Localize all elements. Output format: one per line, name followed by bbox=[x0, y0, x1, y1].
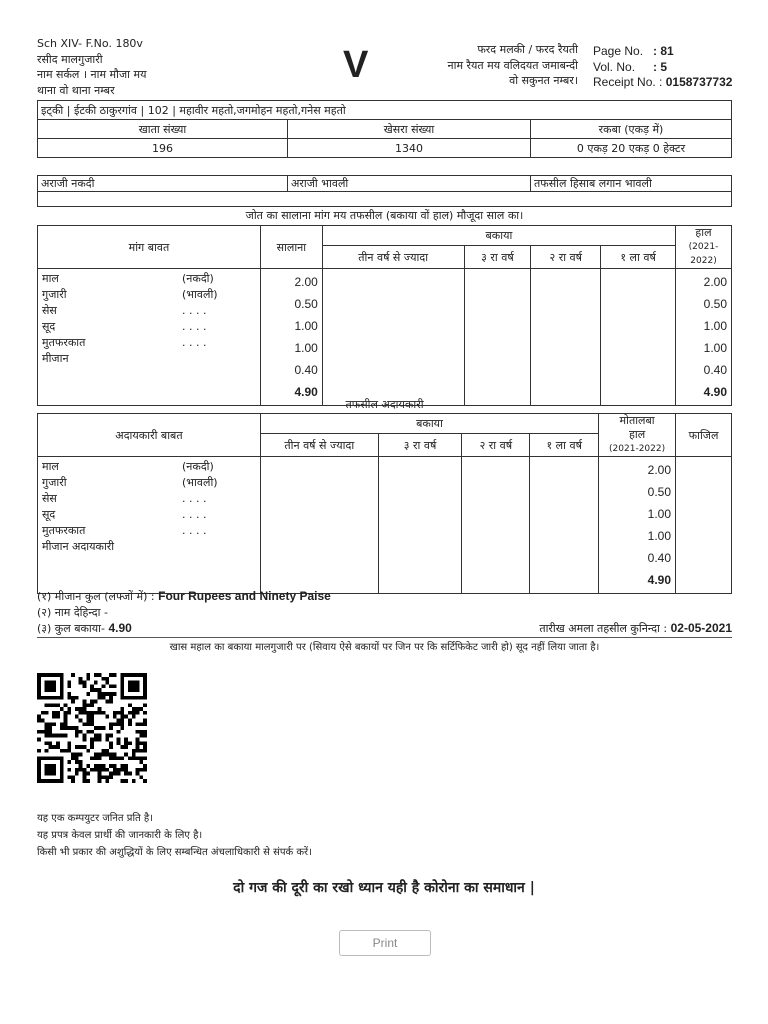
qr-code-icon bbox=[37, 673, 147, 783]
list-item: सेस . . . . bbox=[42, 304, 207, 317]
vol-no-value: : 5 bbox=[653, 59, 668, 74]
annual-value: 0.50 bbox=[294, 297, 318, 311]
demand-value: 2.00 bbox=[647, 463, 672, 477]
payment-demand-year: (2021-2022) bbox=[609, 444, 666, 454]
rakba-header: रकबा (एकड़ में) bbox=[531, 120, 732, 139]
annual-total: 4.90 bbox=[294, 385, 318, 399]
khesra-header: खेसरा संख्या bbox=[288, 120, 531, 139]
list-item: गुजारी (भावली) bbox=[42, 476, 218, 489]
annual-value: 2.00 bbox=[294, 275, 318, 289]
demand-annual-values bbox=[260, 269, 322, 406]
header-right-block bbox=[593, 44, 732, 91]
payment-excess-header: फाजिल bbox=[676, 414, 732, 457]
divider bbox=[37, 637, 732, 638]
current-value: 0.50 bbox=[703, 297, 727, 311]
note-line: यह एक कम्पयुटर जनित प्रति है। bbox=[37, 813, 154, 824]
demand-total: 4.90 bbox=[647, 573, 672, 587]
demand-arrears-header: बकाया bbox=[322, 226, 675, 246]
payment-demand-header bbox=[599, 414, 676, 457]
current-total: 4.90 bbox=[703, 385, 727, 399]
circle-mouza-label: नाम सर्कल । नाम मौजा मय bbox=[37, 68, 147, 81]
payment-arrear-cell bbox=[378, 457, 462, 594]
payment-arrear-col-3: ३ रा वर्ष bbox=[378, 434, 462, 457]
note-line: यह प्रपत्र केवल प्रार्थी की जानकारी के लिए है। bbox=[37, 830, 203, 841]
payment-demand-values bbox=[599, 457, 676, 594]
sakunat-label: वो सकुनत नम्बर। bbox=[509, 74, 578, 87]
demand-arrear-cell bbox=[464, 269, 531, 406]
araji-bhawli: अराजी भावली bbox=[288, 176, 531, 192]
khata-value: 196 bbox=[38, 139, 288, 158]
payment-arrear-cell bbox=[260, 457, 378, 594]
current-value: 1.00 bbox=[703, 341, 727, 355]
covid-slogan: दो गज की दूरी का रखो ध्यान यही है कोरोना का समाधान | bbox=[233, 880, 535, 896]
payer-row bbox=[37, 605, 732, 620]
annual-value: 1.00 bbox=[294, 341, 318, 355]
rakba-value: 0 एकड़ 20 एकड़ 0 हेक्टर bbox=[531, 139, 732, 158]
demand-current-year: (2021-2022) bbox=[688, 242, 719, 266]
vol-no-label: Vol. No. bbox=[593, 59, 636, 74]
payment-arrear-col-1: १ ला वर्ष bbox=[530, 434, 599, 457]
demand-arrear-col-2: २ रा वर्ष bbox=[531, 246, 601, 269]
demand-arrear-col-1: १ ला वर्ष bbox=[601, 246, 676, 269]
note-line: किसी भी प्रकार की अशुद्धियों के लिए सम्बन्धित अंचलाधिकारी से संपर्क करें। bbox=[37, 847, 312, 858]
demand-annual-header: सालाना bbox=[260, 226, 322, 269]
date-value: 02-05-2021 bbox=[670, 621, 732, 635]
thana-label: थाना वो थाना नम्बर bbox=[37, 83, 115, 97]
demand-item-header: मांग बावत bbox=[38, 226, 261, 269]
demand-arrear-col-3: ३ रा वर्ष bbox=[464, 246, 531, 269]
demand-current-label: हाल bbox=[695, 226, 712, 239]
payment-caption: तफसील अदायकारी bbox=[345, 398, 424, 411]
current-value: 0.40 bbox=[703, 363, 727, 377]
tafsil-hisab: तफसील हिसाब लगान भावली bbox=[531, 176, 732, 192]
annual-value: 0.40 bbox=[294, 363, 318, 377]
arrears-label: (३) कुल बकाया- bbox=[37, 622, 105, 635]
interest-note: खास महाल का बकाया मालगुजारी पर (सिवाय ऐसे बकायों पर जिन पर कि सर्टिफिकेट जारी हो) सूद नहीं लिया जाता है। bbox=[169, 642, 600, 653]
demand-items bbox=[38, 269, 261, 406]
demand-current-header bbox=[676, 226, 732, 269]
payment-arrear-cell bbox=[530, 457, 599, 594]
list-item: मीजान bbox=[42, 352, 69, 365]
total-words-label: (१) मीजान कुल (लफ्जों में) : bbox=[37, 590, 155, 603]
disclaimer-notes bbox=[37, 810, 312, 861]
list-item: सेस . . . . bbox=[42, 492, 207, 505]
payment-arrears-header: बकाया bbox=[260, 414, 598, 434]
list-item: मीजान अदायकारी bbox=[42, 540, 115, 553]
owner-line: इट्की | ईटकी ठाकुरगांव | 102 | महावीर महतो,जगमोहन महतो,गनेस महतो bbox=[38, 101, 732, 120]
current-value: 1.00 bbox=[703, 319, 727, 333]
print-button[interactable]: Print bbox=[339, 930, 431, 956]
list-item: सूद . . . . bbox=[42, 508, 207, 521]
demand-value: 1.00 bbox=[647, 529, 672, 543]
demand-value: 0.50 bbox=[647, 485, 672, 499]
receipt-no-value: 0158737732 bbox=[665, 75, 733, 89]
list-item: मुतफरकात . . . . bbox=[42, 524, 207, 537]
demand-arrear-col-3plus: तीन वर्ष से ज्यादा bbox=[322, 246, 464, 269]
header-mid-block bbox=[448, 42, 579, 89]
demand-table bbox=[37, 225, 732, 406]
fard-label: फरद मलकी / फरद रैयती bbox=[477, 43, 578, 56]
khesra-value: 1340 bbox=[288, 139, 531, 158]
demand-arrear-cell bbox=[322, 269, 464, 406]
demand-current-values bbox=[676, 269, 732, 406]
list-item: सूद . . . . bbox=[42, 320, 207, 333]
schedule-number: Sch XIV- F.No. 180v bbox=[37, 37, 143, 50]
demand-arrear-cell bbox=[601, 269, 676, 406]
receipt-no-label: Receipt No. : bbox=[593, 75, 663, 89]
header-left-block bbox=[37, 36, 146, 98]
rent-blank-row bbox=[38, 192, 732, 207]
araji-nakdi: अराजी नकदी bbox=[38, 176, 288, 192]
payment-demand-label-2: हाल bbox=[629, 428, 646, 441]
payment-items bbox=[38, 457, 261, 594]
payment-arrear-col-3plus: तीन वर्ष से ज्यादा bbox=[260, 434, 378, 457]
total-words-row bbox=[37, 589, 732, 604]
payer-label: (२) नाम देहिन्दा - bbox=[37, 606, 108, 619]
raiyat-label: नाम रैयत मय वलिदयत जमाबन्दी bbox=[447, 58, 578, 72]
land-table bbox=[37, 100, 732, 158]
payment-arrear-cell bbox=[462, 457, 530, 594]
form-letter: V bbox=[343, 44, 369, 86]
page-no-label: Page No. bbox=[593, 44, 644, 58]
payment-demand-label-1: मोतालबा bbox=[619, 414, 655, 427]
khata-header: खाता संख्या bbox=[38, 120, 288, 139]
demand-caption: जोत का सालाना मांग मय तफसील (बकाया वों हाल) मौजूदा साल का। bbox=[245, 209, 524, 222]
date-label: तारीख अमला तहसील कुनिन्दा : bbox=[539, 622, 668, 635]
demand-value: 0.40 bbox=[647, 551, 672, 565]
demand-value: 1.00 bbox=[647, 507, 672, 521]
current-value: 2.00 bbox=[703, 275, 727, 289]
annual-value: 1.00 bbox=[294, 319, 318, 333]
list-item: माल (नकदी) bbox=[42, 460, 214, 473]
page-no-value: : 81 bbox=[653, 44, 674, 58]
receipt-type: रसीद मालगुजारी bbox=[37, 52, 103, 66]
list-item: गुजारी (भावली) bbox=[42, 288, 218, 301]
list-item: मुतफरकात . . . . bbox=[42, 336, 207, 349]
payment-arrear-col-2: २ रा वर्ष bbox=[462, 434, 530, 457]
rent-table bbox=[37, 175, 732, 207]
list-item: माल (नकदी) bbox=[42, 272, 214, 285]
total-words-value: Four Rupees and Ninety Paise bbox=[158, 589, 331, 603]
arrears-value: 4.90 bbox=[108, 621, 132, 635]
arrears-date-row bbox=[37, 621, 732, 636]
demand-arrear-cell bbox=[531, 269, 601, 406]
payment-table bbox=[37, 413, 732, 594]
payment-item-header: अदायकारी बाबत bbox=[38, 414, 261, 457]
payment-excess-cell bbox=[676, 457, 732, 594]
